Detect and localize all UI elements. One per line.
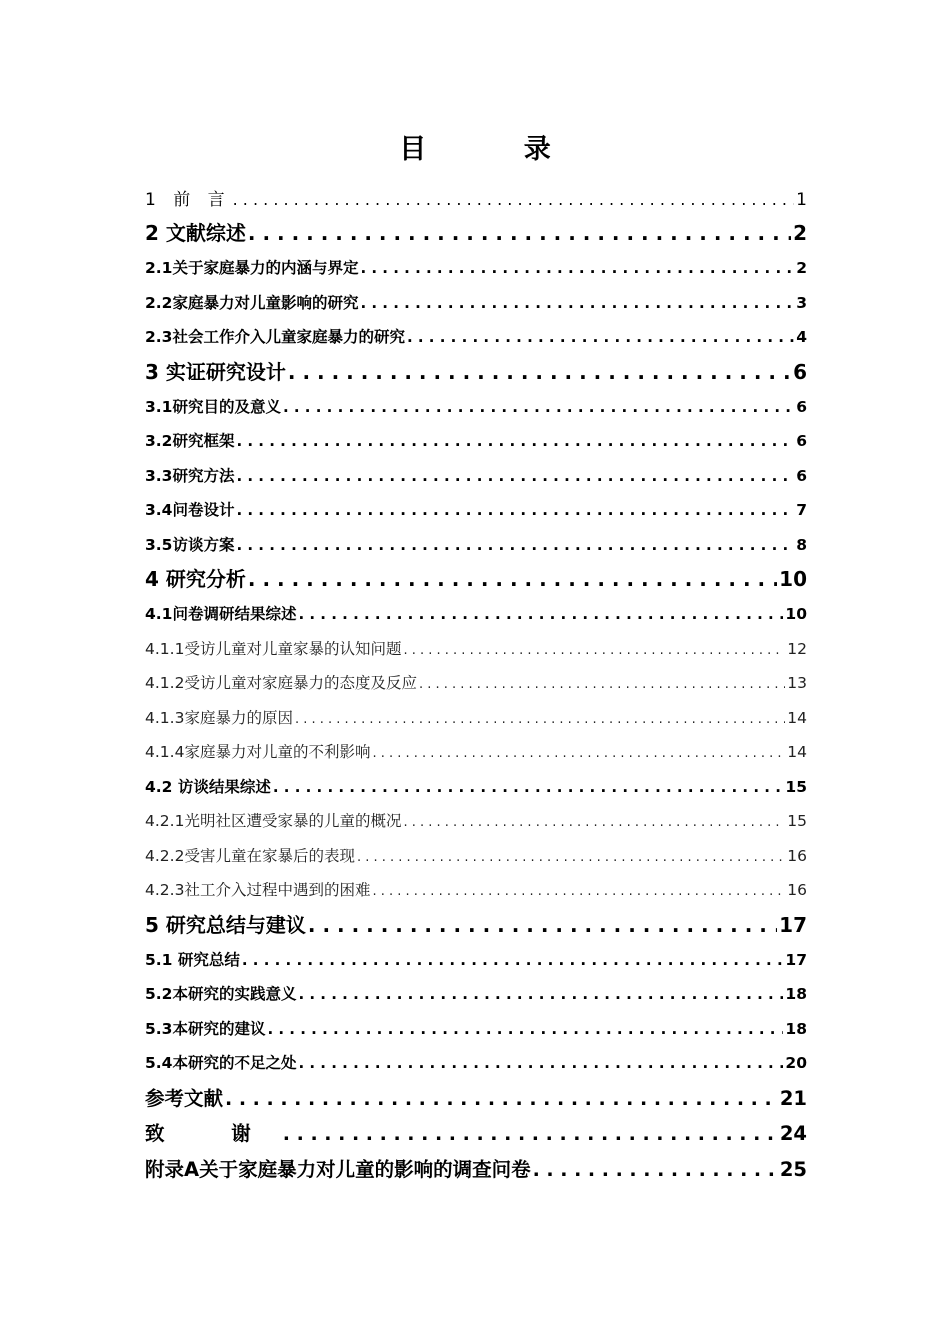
toc-entry-label: 2 文献综述: [145, 221, 246, 245]
dot-leader: [248, 562, 777, 597]
dot-leader: [288, 355, 791, 390]
dot-leader: [372, 737, 785, 770]
toc-entry-label: 3.5访谈方案: [145, 535, 235, 554]
toc-entry-label: 4 研究分析: [145, 567, 246, 591]
toc-entry-page: 16: [787, 846, 807, 865]
toc-entry[interactable]: [145, 943, 807, 978]
toc-entry[interactable]: [145, 183, 807, 216]
dot-leader: [298, 597, 783, 632]
toc-entry-label: 1 前 言: [145, 190, 231, 210]
dot-leader: [236, 528, 794, 563]
toc-entry-page: 4: [796, 328, 807, 346]
toc-entry-label: 3.4问卷设计: [145, 501, 235, 519]
toc-entry-label: 2.1关于家庭暴力的内涵与界定: [145, 259, 359, 277]
toc-entry-page: 6: [796, 397, 807, 416]
toc-entry-page: 10: [779, 567, 807, 591]
toc-entry-label: 4.2.2受害儿童在家暴后的表现: [145, 846, 355, 865]
toc-entry[interactable]: [145, 320, 807, 355]
toc-entry-page: 2: [796, 259, 807, 277]
toc-entry-label: 参考文献: [145, 1086, 224, 1110]
toc-entry-label: 5.4本研究的不足之处: [145, 1054, 297, 1072]
toc-entry-label: 致 谢: [145, 1122, 281, 1145]
toc-entry-label: 4.1.2受访儿童对家庭暴力的态度及反应: [145, 674, 417, 692]
toc-entry-label: 4.1.4家庭暴力对儿童的不利影响: [145, 743, 371, 761]
toc-entry-page: 20: [785, 1054, 807, 1072]
toc-entry-page: 14: [787, 708, 807, 727]
toc-entry-page: 12: [787, 639, 807, 658]
dot-leader: [298, 1046, 783, 1081]
dot-leader: [357, 841, 785, 874]
toc-entry[interactable]: [145, 701, 807, 736]
dot-leader: [236, 493, 794, 528]
dot-leader: [236, 459, 794, 494]
toc-entry-page: 18: [785, 985, 807, 1003]
toc-entry-page: 21: [779, 1086, 807, 1110]
toc-entry-page: 10: [785, 605, 807, 623]
toc-entry[interactable]: [145, 1046, 807, 1081]
dot-leader: [308, 908, 777, 943]
dot-leader: [295, 703, 785, 736]
toc-entry[interactable]: [145, 424, 807, 459]
toc-entry[interactable]: [145, 1152, 807, 1188]
toc-entry-label: 5.3本研究的建议: [145, 1019, 266, 1038]
toc-entry[interactable]: [145, 1116, 807, 1152]
toc-entry-page: 8: [796, 535, 807, 554]
dot-leader: [403, 806, 785, 839]
toc-entry-page: 17: [785, 950, 807, 969]
toc-entry[interactable]: [145, 251, 807, 286]
toc-entry-label: 3.3研究方法: [145, 466, 235, 485]
toc-entry[interactable]: [145, 355, 807, 390]
toc-entry[interactable]: [145, 1081, 807, 1117]
dot-leader: [225, 1082, 778, 1117]
toc-entry[interactable]: [145, 770, 807, 805]
page-title: 目 录: [399, 134, 595, 165]
toc-entry[interactable]: [145, 666, 807, 701]
toc-entry-label: 3.2研究框架: [145, 432, 235, 450]
toc-entry[interactable]: [145, 1012, 807, 1047]
toc-entry-page: 6: [796, 432, 807, 450]
toc-entry-page: 15: [785, 777, 807, 796]
toc-entry-page: 6: [793, 359, 807, 384]
toc-entry[interactable]: [145, 597, 807, 632]
toc-entry-label: 2.2家庭暴力对儿童影响的研究: [145, 293, 359, 312]
dot-leader: [360, 286, 794, 321]
dot-leader: [273, 770, 784, 805]
toc-entry-label: 5.2本研究的实践意义: [145, 985, 297, 1003]
toc-entry-label: 5 研究总结与建议: [145, 912, 306, 937]
toc-entry-page: 17: [779, 912, 807, 937]
toc-entry-label: 3.1研究目的及意义: [145, 397, 281, 416]
dot-leader: [403, 634, 785, 667]
toc-entry[interactable]: [145, 908, 807, 943]
toc-entry-label: 4.2.3社工介入过程中遇到的困难: [145, 881, 371, 899]
toc-entry-page: 7: [796, 501, 807, 519]
toc-entry-page: 13: [787, 674, 807, 692]
toc-entry[interactable]: [145, 528, 807, 563]
toc-entry-page: 25: [779, 1157, 807, 1181]
toc-entry-page: 14: [787, 743, 807, 761]
toc-entry[interactable]: [145, 839, 807, 874]
dot-leader: [283, 1117, 778, 1152]
dot-leader: [248, 216, 791, 251]
toc-entry[interactable]: [145, 493, 807, 528]
toc-entry[interactable]: [145, 459, 807, 494]
dot-leader: [407, 320, 794, 355]
toc-entry[interactable]: [145, 873, 807, 908]
toc-entry[interactable]: [145, 562, 807, 597]
toc-entry[interactable]: [145, 632, 807, 667]
toc-entry-page: 6: [796, 466, 807, 485]
toc-entry-page: 18: [785, 1019, 807, 1038]
toc-entry-label: 4.1.1受访儿童对儿童家暴的认知问题: [145, 639, 402, 658]
toc-entry-label: 4.2.1光明社区遭受家暴的儿童的概况: [145, 812, 402, 830]
toc-entry[interactable]: [145, 286, 807, 321]
toc-entry-label: 2.3社会工作介入儿童家庭暴力的研究: [145, 328, 405, 346]
toc-entry-label: 4.1问卷调研结果综述: [145, 605, 297, 623]
toc-entry-page: 24: [779, 1122, 807, 1145]
dot-leader: [242, 943, 784, 978]
toc-entry-label: 3 实证研究设计: [145, 359, 286, 384]
dot-leader: [533, 1153, 778, 1188]
toc-entry-page: 15: [787, 812, 807, 830]
toc-entry-label: 4.2 访谈结果综述: [145, 777, 271, 796]
toc-entry[interactable]: [145, 216, 807, 251]
toc-entry[interactable]: [145, 977, 807, 1012]
toc-entry[interactable]: [145, 804, 807, 839]
toc-entry-page: 1: [796, 190, 807, 210]
toc-entry-page: 16: [787, 881, 807, 899]
dot-leader: [267, 1012, 783, 1047]
dot-leader: [419, 668, 785, 701]
toc-entry-page: 3: [796, 293, 807, 312]
toc-entry-page: 2: [793, 221, 807, 245]
dot-leader: [360, 251, 794, 286]
toc-entry[interactable]: [145, 735, 807, 770]
toc-entry-label: 附录A关于家庭暴力对儿童的影响的调查问卷: [145, 1157, 531, 1181]
toc-entry[interactable]: [145, 390, 807, 425]
dot-leader: [283, 390, 794, 425]
dot-leader: [372, 875, 785, 908]
table-of-contents: [145, 183, 807, 1187]
dot-leader: [233, 183, 795, 216]
dot-leader: [298, 977, 783, 1012]
toc-entry-label: 5.1 研究总结: [145, 950, 240, 969]
toc-entry-label: 4.1.3家庭暴力的原因: [145, 708, 293, 727]
dot-leader: [236, 424, 794, 459]
